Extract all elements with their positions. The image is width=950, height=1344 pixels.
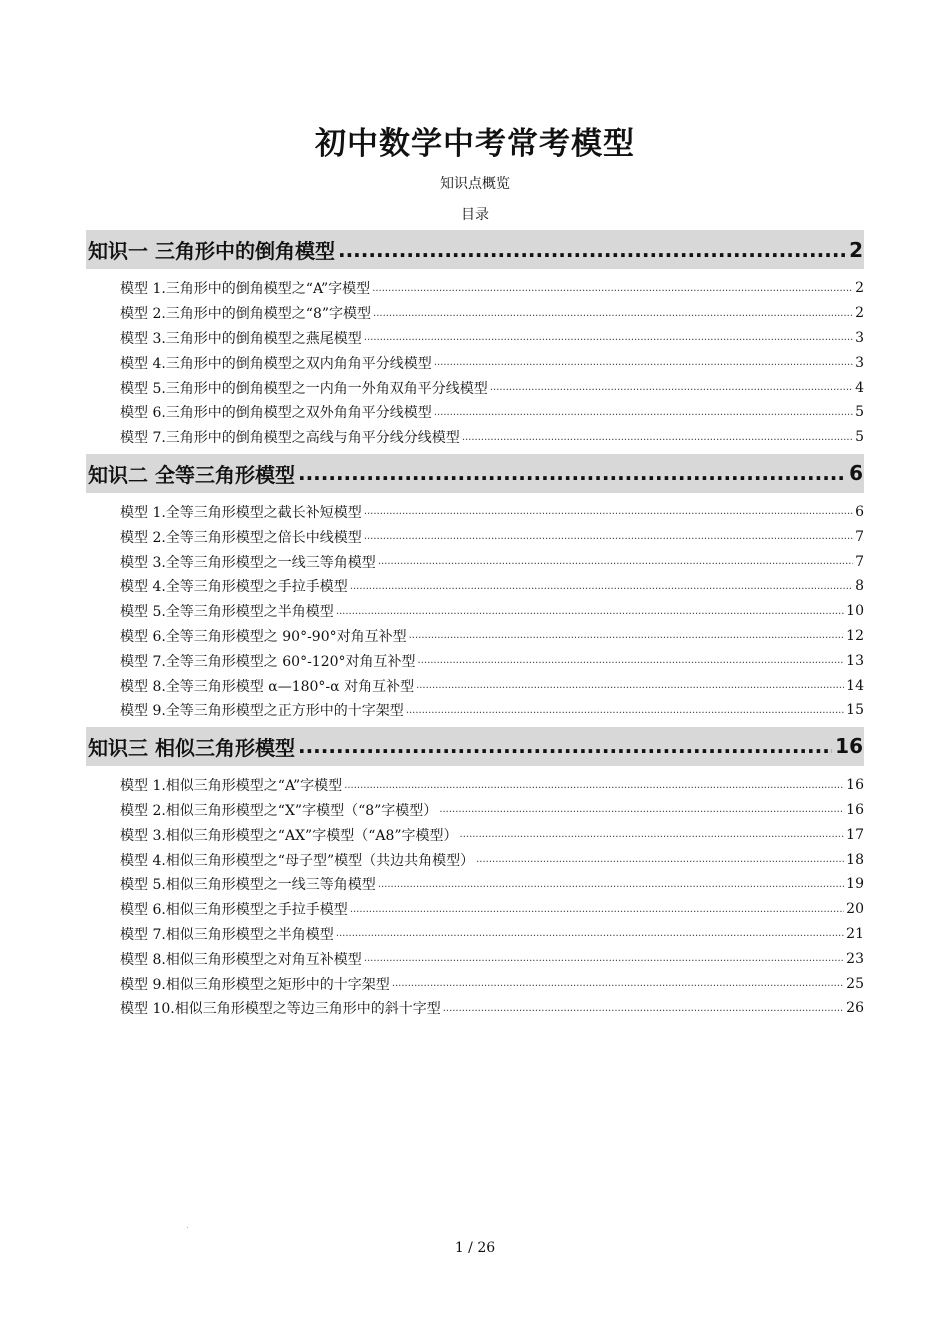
dot-leader — [336, 606, 844, 617]
section-title: 知识一 三角形中的倒角模型 — [88, 239, 335, 263]
toc-entry-page-number: 8 — [855, 578, 864, 595]
toc-entry-label: 模型 1.全等三角形模型之截长补短模型 — [120, 504, 362, 521]
toc-entry-label: 模型 1.相似三角形模型之“A”字模型 — [120, 778, 343, 795]
document-subtitle: 知识点概览 — [440, 176, 510, 192]
toc-entry[interactable] — [120, 897, 864, 922]
dot-leader — [439, 804, 844, 815]
section-title: 知识三 相似三角形模型 — [88, 735, 295, 760]
toc-entry-page-number: 18 — [846, 851, 864, 868]
toc-entry-page-number: 3 — [855, 329, 864, 346]
toc-entry-page-number: 13 — [846, 652, 864, 669]
dot-leader — [364, 506, 853, 517]
section-page-number: 6 — [849, 461, 863, 486]
dot-leader — [416, 680, 844, 691]
toc-entry-page-number: 26 — [846, 1000, 864, 1017]
section-title: 知识二 全等三角形模型 — [88, 462, 295, 487]
toc-entry-label: 模型 2.全等三角形模型之倍长中线模型 — [120, 529, 362, 546]
dot-leader — [350, 581, 853, 592]
dot-leader — [392, 978, 844, 989]
toc-entry[interactable] — [120, 922, 864, 947]
toc-entry[interactable] — [120, 350, 864, 375]
toc-section-header[interactable] — [86, 727, 864, 766]
toc-entry-page-number: 2 — [855, 305, 864, 322]
toc-entry[interactable] — [120, 624, 864, 649]
toc-entry[interactable] — [120, 500, 864, 525]
dot-leader — [338, 238, 846, 262]
toc-entry-label: 模型 1.三角形中的倒角模型之“A”字模型 — [120, 281, 371, 298]
toc-entry-label: 模型 9.相似三角形模型之矩形中的十字架型 — [120, 976, 390, 993]
dot-leader — [443, 1003, 844, 1014]
toc-entry-page-number: 12 — [846, 627, 864, 644]
toc-entry-label: 模型 2.相似三角形模型之“X”字模型（“8”字模型） — [120, 802, 438, 819]
toc-entry[interactable] — [120, 673, 864, 698]
dot-leader — [364, 953, 844, 964]
dot-leader — [378, 879, 844, 890]
dot-leader — [298, 734, 832, 758]
toc-entry-list — [86, 493, 864, 727]
toc-entry[interactable] — [120, 574, 864, 599]
toc-entry[interactable] — [120, 971, 864, 996]
toc-entry-label: 模型 7.全等三角形模型之 60°-120°对角互补型 — [120, 653, 416, 670]
toc-entry-label: 模型 5.相似三角形模型之一线三等角模型 — [120, 877, 376, 894]
toc-entry[interactable] — [120, 798, 864, 823]
toc-entry-label: 模型 4.三角形中的倒角模型之双内角角平分线模型 — [120, 355, 432, 372]
dot-leader — [364, 531, 853, 542]
toc-entry-label: 模型 5.全等三角形模型之半角模型 — [120, 604, 334, 621]
toc-entry[interactable] — [120, 648, 864, 673]
toc-entry-label: 模型 3.相似三角形模型之“AX”字模型（“A8”字模型） — [120, 827, 458, 844]
toc-entry[interactable] — [120, 549, 864, 574]
toc-entry[interactable] — [120, 599, 864, 624]
toc-entry-label: 模型 7.三角形中的倒角模型之高线与角平分线分线模型 — [120, 430, 460, 447]
toc-entry-label: 模型 4.全等三角形模型之手拉手模型 — [120, 579, 348, 596]
dot-leader — [462, 432, 853, 443]
toc-entry[interactable] — [120, 326, 864, 351]
table-of-contents — [86, 230, 864, 1025]
dot-leader — [378, 556, 853, 567]
page-number: 1 / 26 — [454, 1240, 496, 1256]
toc-entry-label: 模型 9.全等三角形模型之正方形中的十字架型 — [120, 703, 404, 720]
toc-entry-page-number: 4 — [855, 379, 864, 396]
toc-entry-page-number: 20 — [846, 901, 864, 918]
toc-entry[interactable] — [120, 872, 864, 897]
toc-entry[interactable] — [120, 822, 864, 847]
dot-leader — [372, 283, 853, 294]
toc-entry-page-number: 3 — [855, 354, 864, 371]
toc-entry-label: 模型 3.全等三角形模型之一线三等角模型 — [120, 554, 376, 571]
toc-entry-label: 模型 4.相似三角形模型之“母子型”模型（共边共角模型） — [120, 852, 475, 869]
dot-leader — [298, 461, 846, 485]
toc-entry-page-number: 19 — [846, 876, 864, 893]
dot-leader — [476, 854, 844, 865]
dot-leader — [490, 382, 853, 393]
toc-entry-label: 模型 2.三角形中的倒角模型之“8”字模型 — [120, 306, 372, 323]
toc-entry-page-number: 23 — [846, 950, 864, 967]
toc-entry[interactable] — [120, 524, 864, 549]
dot-leader — [344, 780, 844, 791]
dot-leader — [364, 332, 853, 343]
toc-entry-label: 模型 8.全等三角形模型 α—180°-α 对角互补型 — [120, 678, 415, 695]
toc-entry-page-number: 16 — [846, 777, 864, 794]
toc-entry-page-number: 6 — [855, 503, 864, 520]
toc-entry-page-number: 15 — [846, 702, 864, 719]
toc-entry-page-number: 21 — [846, 925, 864, 942]
toc-entry-page-number: 5 — [855, 404, 864, 421]
toc-entry[interactable] — [120, 996, 864, 1021]
toc-entry[interactable] — [120, 773, 864, 798]
toc-entry-page-number: 7 — [855, 553, 864, 570]
dot-leader — [336, 928, 844, 939]
document-title: 初中数学中考常考模型 — [315, 126, 635, 162]
toc-entry-page-number: 14 — [846, 677, 864, 694]
toc-entry[interactable] — [120, 847, 864, 872]
toc-entry[interactable] — [120, 698, 864, 723]
dot-leader — [418, 655, 845, 666]
section-page-number: 2 — [849, 237, 863, 262]
toc-entry-page-number: 7 — [855, 528, 864, 545]
toc-entry[interactable] — [120, 375, 864, 400]
dot-leader — [350, 904, 844, 915]
toc-entry[interactable] — [120, 425, 864, 450]
toc-entry-label: 模型 6.三角形中的倒角模型之双外角角平分线模型 — [120, 405, 432, 422]
dot-leader — [460, 829, 845, 840]
toc-entry-list — [86, 269, 864, 454]
toc-entry-page-number: 2 — [855, 280, 864, 297]
toc-entry-label: 模型 6.全等三角形模型之 90°-90°对角互补型 — [120, 628, 407, 645]
scan-mark: . — [186, 1221, 189, 1230]
toc-entry-label: 模型 3.三角形中的倒角模型之燕尾模型 — [120, 330, 362, 347]
toc-entry-label: 模型 10.相似三角形模型之等边三角形中的斜十字型 — [120, 1001, 441, 1018]
toc-section-header[interactable] — [86, 230, 864, 269]
dot-leader — [409, 630, 845, 641]
toc-entry[interactable] — [120, 946, 864, 971]
toc-entry-page-number: 25 — [846, 975, 864, 992]
toc-entry[interactable] — [120, 276, 864, 301]
toc-entry-label: 模型 6.相似三角形模型之手拉手模型 — [120, 902, 348, 919]
toc-entry-list — [86, 766, 864, 1025]
toc-heading: 目录 — [461, 207, 489, 223]
toc-entry-page-number: 16 — [846, 801, 864, 818]
toc-entry-page-number: 10 — [846, 603, 864, 620]
toc-entry-label: 模型 5.三角形中的倒角模型之一内角一外角双角平分线模型 — [120, 380, 488, 397]
toc-entry[interactable] — [120, 400, 864, 425]
dot-leader — [406, 705, 844, 716]
dot-leader — [434, 357, 853, 368]
toc-section-header[interactable] — [86, 454, 864, 493]
toc-entry-label: 模型 8.相似三角形模型之对角互补模型 — [120, 951, 362, 968]
dot-leader — [373, 308, 853, 319]
toc-entry[interactable] — [120, 301, 864, 326]
toc-entry-page-number: 5 — [855, 429, 864, 446]
toc-entry-label: 模型 7.相似三角形模型之半角模型 — [120, 926, 334, 943]
toc-entry-page-number: 17 — [846, 826, 864, 843]
dot-leader — [434, 407, 853, 418]
section-page-number: 16 — [835, 734, 863, 759]
